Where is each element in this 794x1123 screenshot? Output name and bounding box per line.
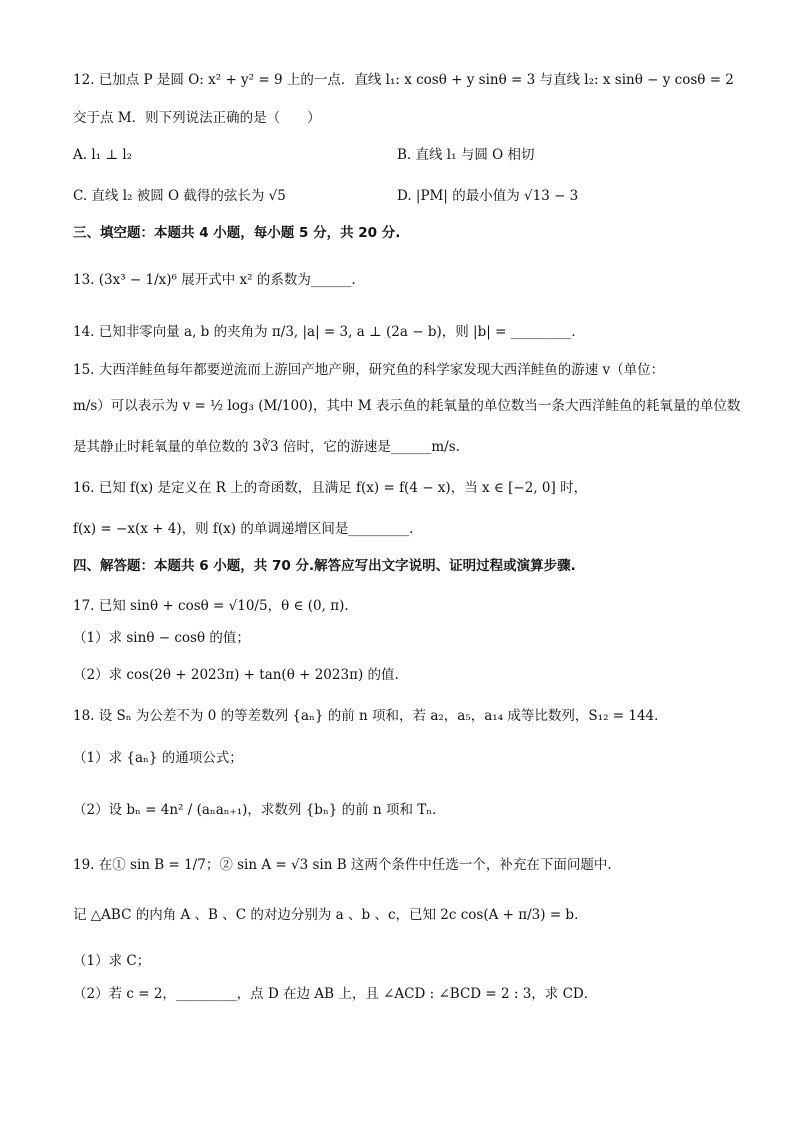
q19-stem-line2: 记 △ABC 的内角 A 、B 、C 的对边分别为 a 、b 、c，已知 2c cos(A + π/3) = b． — [73, 907, 588, 923]
q17-part1: （1）求 sinθ − cosθ 的值； — [73, 630, 250, 646]
q18-part1: （1）求 {aₙ} 的通项公式； — [73, 750, 243, 766]
q16-line2: f(x) = −x(x + 4)，则 f(x) 的单调递增区间是_________. — [73, 521, 414, 537]
q12-option-a: A. l₁ ⊥ l₂ — [73, 147, 133, 163]
q18-stem: 18. 设 Sₙ 为公差不为 0 的等差数列 {aₙ} 的前 n 项和，若 a₂，a₅，a₁₄ 成等比数列，S₁₂ = 144． — [73, 708, 668, 724]
section-4-heading: 四、解答题：本题共 6 小题，共 70 分.解答应写出文字说明、证明过程或演算步骤. — [73, 558, 576, 574]
q15-line3: 是其静止时耗氧量的单位数的 3∛3 倍时，它的游速是______m/s. — [73, 439, 460, 455]
question-13: 13. (3x³ − 1/x)⁶ 展开式中 x² 的系数为______. — [73, 272, 356, 288]
q19-part2: （2）若 c = 2，_________，点 D 在边 AB 上，且 ∠ACD : ∠BCD = 2 : 3，求 CD． — [73, 986, 598, 1002]
q15-line2: m/s）可以表示为 v = ½ log₃ (M/100)，其中 M 表示鱼的耗氧量的单位数当一条大西洋鲑鱼的耗氧量的单位数 — [73, 398, 741, 414]
q17-stem: 17. 已知 sinθ + cosθ = √10/5，θ ∈ (0, π). — [73, 598, 349, 614]
q12-option-d: D. |PM| 的最小值为 √13 − 3 — [397, 188, 579, 204]
q15-line1: 15. 大西洋鲑鱼每年都要逆流而上游回产地产卵，研究鱼的科学家发现大西洋鲑鱼的游速 v（单位： — [73, 362, 665, 378]
q16-line1: 16. 已知 f(x) 是定义在 R 上的奇函数，且满足 f(x) = f(4 − x)，当 x ∈ [−2, 0] 时， — [73, 480, 588, 496]
q19-part1: （1）求 C； — [73, 953, 151, 969]
q12-stem-line2: 交于点 M．则下列说法正确的是（ ） — [73, 110, 321, 126]
section-3-heading: 三、填空题：本题共 4 小题，每小题 5 分，共 20 分. — [73, 225, 401, 241]
q17-part2: （2）求 cos(2θ + 2023π) + tan(θ + 2023π) 的值. — [73, 667, 399, 683]
q12-option-b: B. 直线 l₁ 与圆 O 相切 — [397, 147, 535, 163]
q12-option-c: C. 直线 l₂ 被圆 O 截得的弦长为 √5 — [73, 188, 286, 204]
q19-stem-line1: 19. 在① sin B = 1/7；② sin A = √3 sin B 这两个条件中任选一个，补充在下面问题中. — [73, 857, 612, 873]
q18-part2: （2）设 bₙ = 4n² / (aₙaₙ₊₁)，求数列 {bₙ} 的前 n 项和 Tₙ． — [73, 802, 446, 818]
q12-stem-line1: 12. 已加点 P 是圆 O: x² + y² = 9 上的一点．直线 l₁: x cosθ + y sinθ = 3 与直线 l₂: x sinθ − y cosθ = 2 — [73, 72, 734, 88]
question-14: 14. 已知非零向量 a, b 的夹角为 π/3, |a| = 3, a ⊥ (2a − b)，则 |b| = _________． — [73, 324, 585, 340]
